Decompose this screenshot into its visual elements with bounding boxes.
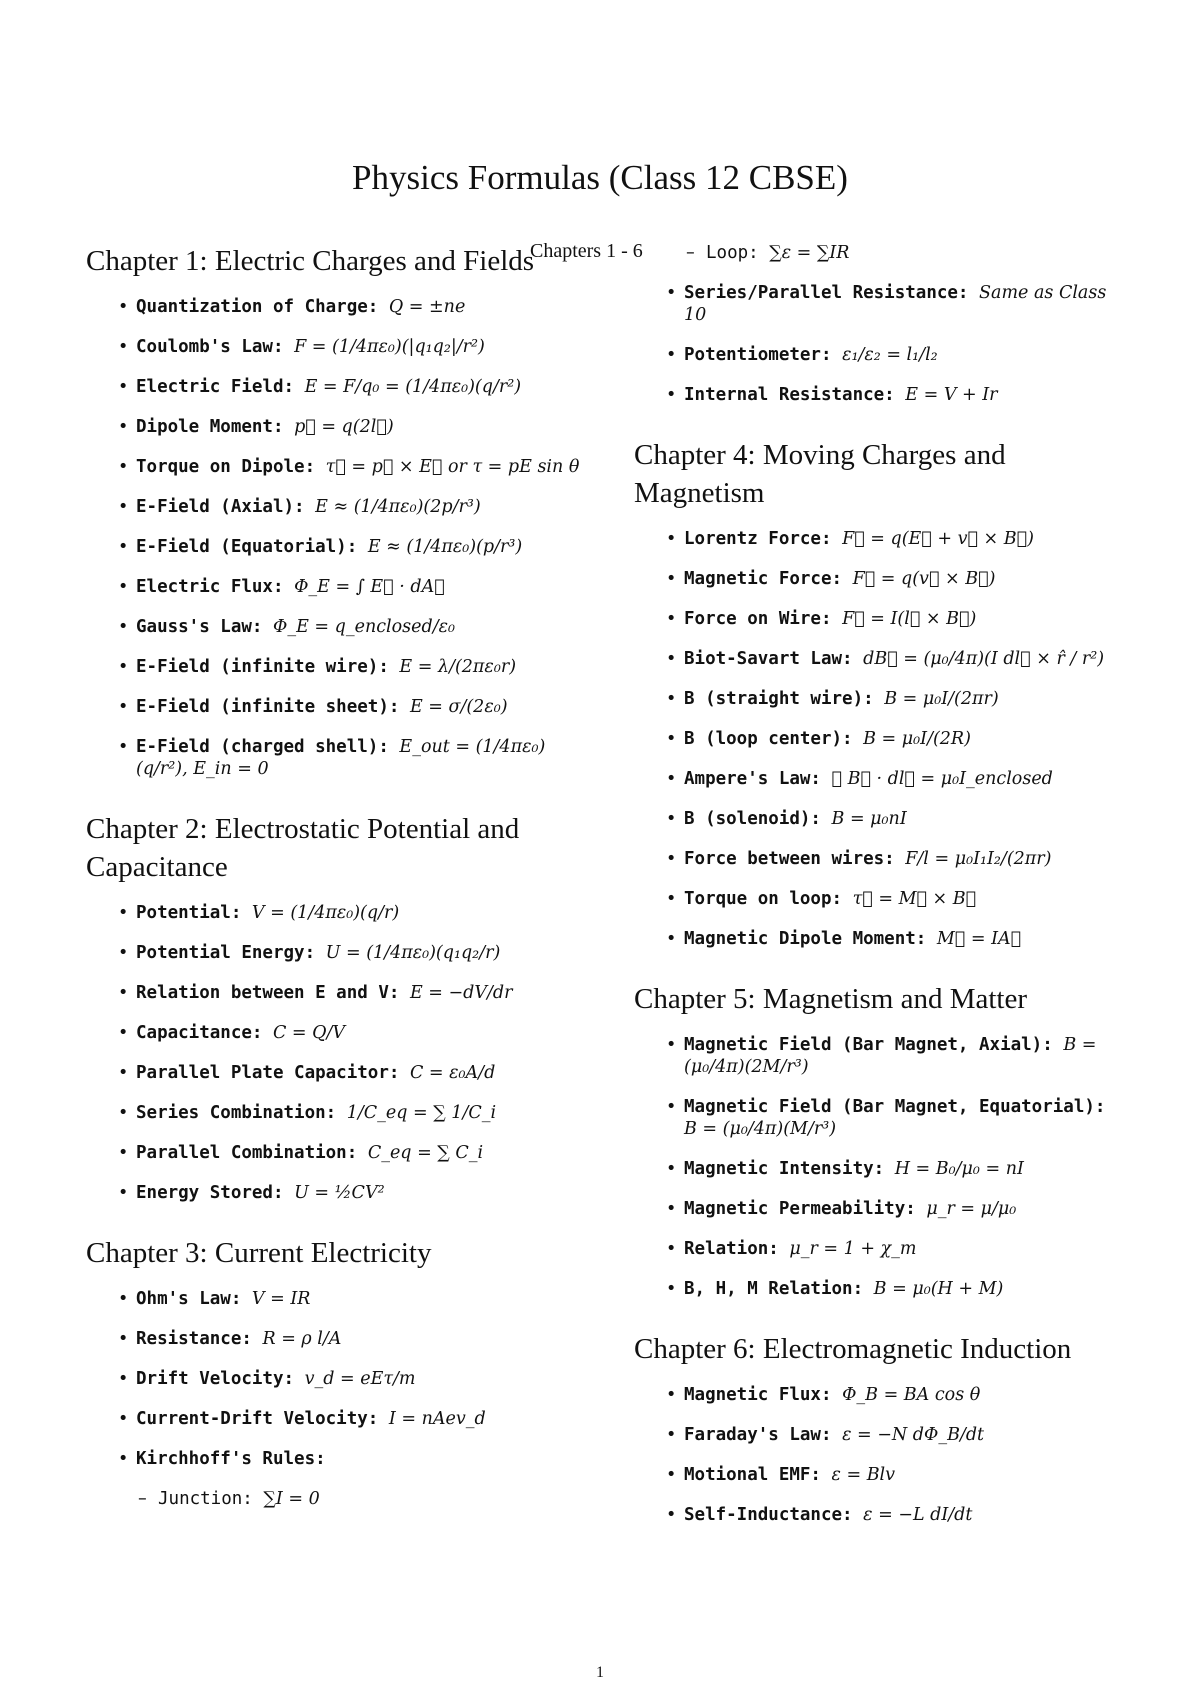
- formula-item: [136, 576, 586, 598]
- formula-expression: ∮ B⃗ · dl⃗ = μ₀I_enclosed: [831, 769, 1053, 789]
- formula-expression: ε = −L dI/dt: [863, 1505, 973, 1525]
- chapter-6-heading: Chapter 6: Electromagnetic Induction: [634, 1333, 1072, 1365]
- formula-label: B, H, M Relation:: [684, 1279, 864, 1299]
- chapter-2-heading: Chapter 2: Electrostatic Potential and Capacitance: [86, 813, 520, 883]
- formula-label: B (straight wire):: [684, 689, 874, 709]
- formula-item: [684, 344, 1124, 366]
- formula-item: [136, 1448, 586, 1470]
- formula-item: [684, 1464, 1124, 1486]
- formula-label: Potentiometer:: [684, 345, 832, 365]
- formula-label: Parallel Plate Capacitor:: [136, 1063, 400, 1083]
- formula-label: E-Field (Equatorial):: [136, 537, 358, 557]
- formula-expression: U = ½CV²: [294, 1183, 385, 1203]
- formula-label: Energy Stored:: [136, 1183, 284, 1203]
- formula-item: [684, 282, 1124, 326]
- right-column: [634, 242, 1124, 1556]
- formula-label: Lorentz Force:: [684, 529, 832, 549]
- formula-expression: C = Q/V: [272, 1023, 346, 1043]
- formula-item: [684, 1238, 1124, 1260]
- formula-expression: B = μ₀nI: [831, 809, 907, 829]
- formula-label: Kirchhoff's Rules:: [136, 1449, 326, 1469]
- formula-item: [684, 848, 1124, 870]
- formula-label: Magnetic Intensity:: [684, 1159, 885, 1179]
- formula-item: [684, 528, 1124, 550]
- formula-expression: E = −dV/dr: [409, 983, 513, 1003]
- formula-label: Magnetic Flux:: [684, 1385, 832, 1405]
- formula-expression: Same as Class 10: [684, 283, 1107, 325]
- formula-label: Series Combination:: [136, 1103, 337, 1123]
- formula-expression: Φ_B = BA cos θ: [842, 1385, 981, 1405]
- formula-item: [136, 616, 586, 638]
- chapter-4-heading: Chapter 4: Moving Charges and Magnetism: [634, 439, 1006, 509]
- formula-item: [136, 1022, 586, 1044]
- formula-expression: E = F/q₀ = (1/4πε₀)(q/r²): [304, 377, 522, 397]
- formula-label: Relation between E and V:: [136, 983, 400, 1003]
- formula-item: [684, 1096, 1124, 1140]
- formula-label: Capacitance:: [136, 1023, 263, 1043]
- formula-label: Torque on Dipole:: [136, 457, 316, 477]
- formula-expression: I = nAev_d: [388, 1409, 486, 1429]
- formula-label: Resistance:: [136, 1329, 252, 1349]
- formula-expression: dB⃗ = (μ₀/4π)(I dl⃗ × r̂ / r²): [863, 649, 1105, 669]
- formula-label: Ampere's Law:: [684, 769, 821, 789]
- formula-expression: E = λ/(2πε₀r): [399, 657, 517, 677]
- formula-item: [136, 1102, 586, 1124]
- formula-label: Relation:: [684, 1239, 779, 1259]
- formula-label: Drift Velocity:: [136, 1369, 295, 1389]
- formula-label: Magnetic Field (Bar Magnet, Axial):: [684, 1035, 1053, 1055]
- formula-label: Magnetic Field (Bar Magnet, Equatorial):: [684, 1097, 1106, 1117]
- formula-subitem: [706, 242, 1124, 264]
- formula-expression: B = μ₀I/(2πr): [884, 689, 999, 709]
- formula-label: Magnetic Permeability:: [684, 1199, 916, 1219]
- formula-expression: F⃗ = I(l⃗ × B⃗): [842, 609, 977, 629]
- chapter-5-heading: Chapter 5: Magnetism and Matter: [634, 983, 1028, 1015]
- formula-label: Magnetic Dipole Moment:: [684, 929, 927, 949]
- formula-item: [136, 942, 586, 964]
- formula-label: Faraday's Law:: [684, 1425, 832, 1445]
- formula-expression: U = (1/4πε₀)(q₁q₂/r): [325, 943, 501, 963]
- formula-expression: V = IR: [251, 1289, 311, 1309]
- formula-expression: V = (1/4πε₀)(q/r): [251, 903, 400, 923]
- formula-expression: τ⃗ = p⃗ × E⃗ or τ = pE sin θ: [325, 457, 580, 477]
- formula-expression: 1/C_eq = ∑ 1/C_i: [346, 1103, 497, 1123]
- formula-item: [684, 688, 1124, 710]
- formula-expression: v_d = eEτ/m: [304, 1369, 416, 1389]
- formula-label: Parallel Combination:: [136, 1143, 358, 1163]
- page-number: 1: [596, 1664, 604, 1681]
- formula-expression: H = B₀/μ₀ = nI: [894, 1159, 1024, 1179]
- chapter-3-heading: Chapter 3: Current Electricity: [86, 1237, 432, 1269]
- formula-item: [136, 982, 586, 1004]
- formula-expression: p⃗ = q(2l⃗): [294, 417, 394, 437]
- formula-subitem: [158, 1488, 586, 1510]
- formula-item: [684, 808, 1124, 830]
- formula-label: Force between wires:: [684, 849, 895, 869]
- page-title: Physics Formulas (Class 12 CBSE): [352, 158, 848, 197]
- formula-label: Self-Inductance:: [684, 1505, 853, 1525]
- formula-item: [136, 736, 586, 780]
- formula-item: [684, 1158, 1124, 1180]
- formula-label: Series/Parallel Resistance:: [684, 283, 969, 303]
- chapter-3-continued-list: [634, 242, 1124, 406]
- formula-label: Torque on loop:: [684, 889, 843, 909]
- formula-expression: μ_r = μ/μ₀: [926, 1199, 1017, 1219]
- chapter-2-list: [86, 902, 586, 1204]
- formula-item: [684, 384, 1124, 406]
- formula-label: B (solenoid):: [684, 809, 821, 829]
- formula-item: [684, 1198, 1124, 1220]
- formula-item: [136, 1182, 586, 1204]
- formula-item: [684, 608, 1124, 630]
- formula-label: Potential:: [136, 903, 242, 923]
- formula-item: [684, 1278, 1124, 1300]
- formula-label: E-Field (charged shell):: [136, 737, 389, 757]
- formula-expression: Q = ±ne: [388, 297, 466, 317]
- formula-item: [136, 696, 586, 718]
- formula-expression: ∑ε = ∑IR: [769, 243, 850, 263]
- formula-label: Electric Field:: [136, 377, 295, 397]
- formula-expression: F/l = μ₀I₁I₂/(2πr): [905, 849, 1052, 869]
- formula-item: [136, 456, 586, 478]
- formula-expression: Φ_E = ∫ E⃗ · dA⃗: [294, 577, 445, 597]
- formula-expression: B = μ₀(H + M): [873, 1279, 1004, 1299]
- formula-label: Loop:: [706, 243, 759, 263]
- formula-expression: M⃗ = IA⃗: [936, 929, 1022, 949]
- formula-item: [136, 1142, 586, 1164]
- formula-expression: F⃗ = q(v⃗ × B⃗): [852, 569, 996, 589]
- formula-expression: ε₁/ε₂ = l₁/l₂: [842, 345, 938, 365]
- formula-item: [684, 728, 1124, 750]
- formula-item: [136, 1062, 586, 1084]
- formula-label: E-Field (infinite wire):: [136, 657, 389, 677]
- formula-label: Magnetic Force:: [684, 569, 843, 589]
- formula-expression: E ≈ (1/4πε₀)(2p/r³): [315, 497, 481, 517]
- formula-item: [136, 496, 586, 518]
- formula-expression: B = μ₀I/(2R): [863, 729, 971, 749]
- formula-expression: E = σ/(2ε₀): [409, 697, 508, 717]
- formula-label: Gauss's Law:: [136, 617, 263, 637]
- formula-item: [684, 928, 1124, 950]
- formula-item: [684, 648, 1124, 670]
- formula-expression: E = V + Ir: [905, 385, 998, 405]
- formula-item: [136, 336, 586, 358]
- formula-expression: B = (μ₀/4π)(M/r³): [684, 1119, 837, 1139]
- formula-item: [136, 656, 586, 678]
- formula-label: Electric Flux:: [136, 577, 284, 597]
- formula-item: [136, 1408, 586, 1430]
- formula-item: [136, 1328, 586, 1350]
- page-subtitle: Chapters 1 - 6: [530, 240, 643, 262]
- formula-item: [684, 1034, 1124, 1078]
- formula-item: [136, 416, 586, 438]
- formula-label: Ohm's Law:: [136, 1289, 242, 1309]
- formula-item: [684, 1504, 1124, 1526]
- chapter-1-list: [86, 296, 586, 780]
- formula-expression: τ⃗ = M⃗ × B⃗: [852, 889, 977, 909]
- formula-item: [136, 536, 586, 558]
- formula-item: [136, 376, 586, 398]
- formula-label: Current-Drift Velocity:: [136, 1409, 379, 1429]
- chapter-4-list: [634, 528, 1124, 950]
- chapter-6-list: [634, 1384, 1124, 1526]
- formula-item: [684, 888, 1124, 910]
- formula-item: [684, 568, 1124, 590]
- formula-label: Motional EMF:: [684, 1465, 821, 1485]
- formula-expression: F = (1/4πε₀)(|q₁q₂|/r²): [294, 337, 485, 357]
- formula-label: Coulomb's Law:: [136, 337, 284, 357]
- formula-label: E-Field (infinite sheet):: [136, 697, 400, 717]
- chapter-5-list: [634, 1034, 1124, 1300]
- formula-item: [136, 1368, 586, 1390]
- formula-expression: ε = Blv: [831, 1465, 896, 1485]
- formula-item: [684, 1424, 1124, 1446]
- formula-expression: R = ρ l/A: [262, 1329, 342, 1349]
- chapter-1-heading: Chapter 1: Electric Charges and Fields: [86, 245, 535, 277]
- formula-label: E-Field (Axial):: [136, 497, 305, 517]
- formula-label: Dipole Moment:: [136, 417, 284, 437]
- formula-item: [684, 768, 1124, 790]
- formula-expression: C_eq = ∑ C_i: [367, 1143, 484, 1163]
- chapter-3-list: [86, 1288, 586, 1510]
- formula-expression: C = ε₀A/d: [409, 1063, 496, 1083]
- formula-expression: E ≈ (1/4πε₀)(p/r³): [367, 537, 523, 557]
- formula-expression: ∑I = 0: [263, 1489, 320, 1509]
- formula-expression: F⃗ = q(E⃗ + v⃗ × B⃗): [842, 529, 1034, 549]
- formula-item: [684, 1384, 1124, 1406]
- formula-expression: B = (μ₀/4π)(2M/r³): [684, 1035, 1097, 1077]
- formula-label: Potential Energy:: [136, 943, 316, 963]
- formula-label: Junction:: [158, 1489, 253, 1509]
- formula-item: [136, 296, 586, 318]
- formula-label: Biot-Savart Law:: [684, 649, 853, 669]
- formula-label: B (loop center):: [684, 729, 853, 749]
- formula-expression: E_out = (1/4πε₀)(q/r²), E_in = 0: [136, 737, 546, 779]
- formula-label: Force on Wire:: [684, 609, 832, 629]
- formula-expression: Φ_E = q_enclosed/ε₀: [272, 617, 455, 637]
- formula-label: Quantization of Charge:: [136, 297, 379, 317]
- left-column: [86, 242, 586, 1540]
- formula-item: [136, 1288, 586, 1310]
- formula-expression: ε = −N dΦ_B/dt: [842, 1425, 985, 1445]
- formula-expression: μ_r = 1 + χ_m: [789, 1239, 917, 1259]
- formula-label: Internal Resistance:: [684, 385, 895, 405]
- formula-item: [136, 902, 586, 924]
